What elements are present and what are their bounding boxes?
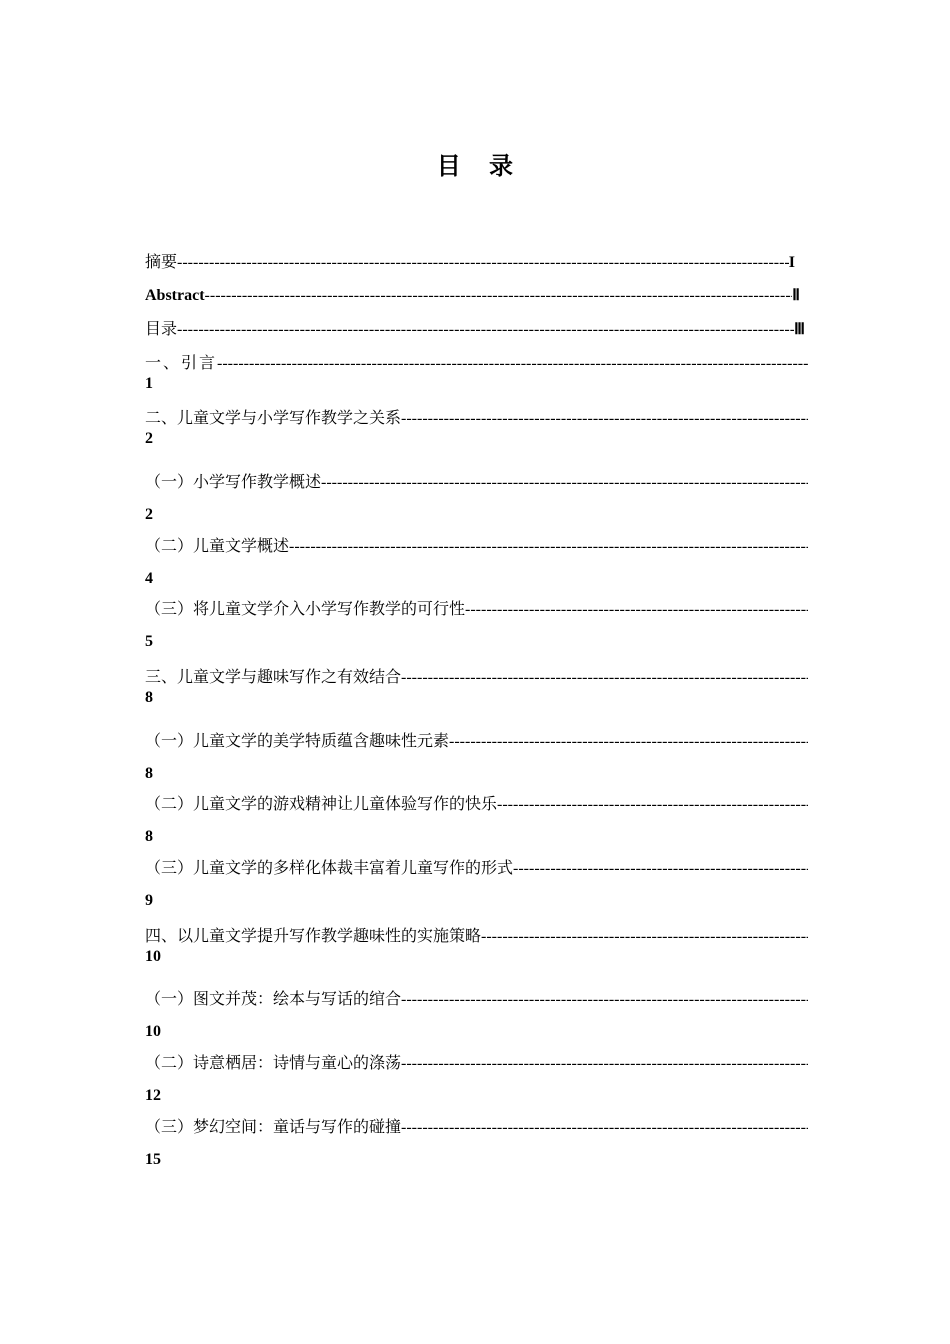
toc-entry-section-4[interactable] [145,926,808,967]
toc-entry-label: 二、儿童文学与小学写作教学之关系 [145,408,402,427]
toc-entry-label: 四、以儿童文学提升写作教学趣味性的实施策略 [145,926,482,945]
toc-leader [177,320,794,340]
toc-leader [401,409,808,429]
toc-entry-page: Ⅱ [792,287,800,304]
toc-entry-label: 三、儿童文学与趣味写作之有效结合 [145,667,402,686]
toc-entry-page: 12 [145,1087,161,1104]
toc-entry-label: （三）梦幻空间：童话与写作的碰撞 [145,1117,402,1136]
toc-leader [401,1054,808,1074]
toc-leader [177,253,789,273]
toc-leader [497,795,808,815]
toc-entry-label: （二）儿童文学的游戏精神让儿童体验写作的快乐 [145,794,498,813]
toc-entry-page: 5 [145,633,153,650]
toc-entry-page: I [788,254,795,271]
toc-entry-contents[interactable] [145,319,808,340]
toc-leader [217,354,808,374]
toc-entry-section-4-1[interactable] [145,989,808,1042]
toc-leader [449,732,808,752]
toc-entry-abstract-cn[interactable] [145,252,808,273]
toc-entry-label: （二）儿童文学概述 [145,536,290,555]
toc-entry-page: 8 [145,828,153,845]
toc-leader [401,990,808,1010]
toc-entry-label: Abstract [145,287,205,304]
toc-entry-page: 8 [145,765,153,782]
toc-leader [465,600,808,620]
toc-entry-section-2-1[interactable] [145,472,808,525]
toc-entry-page: 10 [145,948,161,965]
page-title [0,150,950,182]
title-char-1: 目 [436,152,461,180]
toc-entry-label: （一）图文并茂：绘本与写话的绾合 [145,989,402,1008]
toc-leader [321,473,808,493]
toc-entry-section-1[interactable] [145,353,808,394]
toc-entry-page: 2 [145,506,153,523]
toc-entry-label: 目录 [145,319,178,338]
toc-entry-label: （三）将儿童文学介入小学写作教学的可行性 [145,599,466,618]
toc-leader [481,927,808,947]
toc-entry-section-4-2[interactable] [145,1053,808,1106]
toc-entry-section-3-2[interactable] [145,794,808,847]
toc-entry-section-4-3[interactable] [145,1117,808,1170]
toc-entry-section-2[interactable] [145,408,808,449]
toc-entry-page: 8 [145,689,153,706]
toc-entry-section-3[interactable] [145,667,808,708]
toc-entry-page: 9 [145,892,153,909]
toc-leader [401,668,808,688]
toc-entry-page: Ⅲ [793,321,805,338]
toc-entry-section-2-3[interactable] [145,599,808,652]
toc-entry-abstract-en[interactable] [145,286,808,306]
toc-leader [289,537,808,557]
toc-entry-label: （一）小学写作教学概述 [145,472,322,491]
toc-entry-label: （一）儿童文学的美学特质蕴含趣味性元素 [145,731,450,750]
toc-entry-page: 15 [145,1151,161,1168]
toc-entry-label: 摘要 [145,252,178,271]
title-char-2: 录 [489,152,514,180]
toc-entry-label: （三）儿童文学的多样化体裁丰富着儿童写作的形式 [145,858,514,877]
toc-entry-page: 2 [145,430,153,447]
toc-entry-section-2-2[interactable] [145,536,808,589]
toc-entry-section-3-3[interactable] [145,858,808,911]
toc-entry-section-3-1[interactable] [145,731,808,784]
toc-entry-label: 一、引言 [145,353,218,372]
toc-entry-page: 1 [145,375,153,392]
toc-leader [513,859,808,879]
toc-entry-page: 4 [145,570,153,587]
toc-leader [401,1118,808,1138]
toc-entry-label: （二）诗意栖居：诗情与童心的涤荡 [145,1053,402,1072]
toc-entry-page: 10 [145,1023,161,1040]
toc-leader [205,286,793,306]
